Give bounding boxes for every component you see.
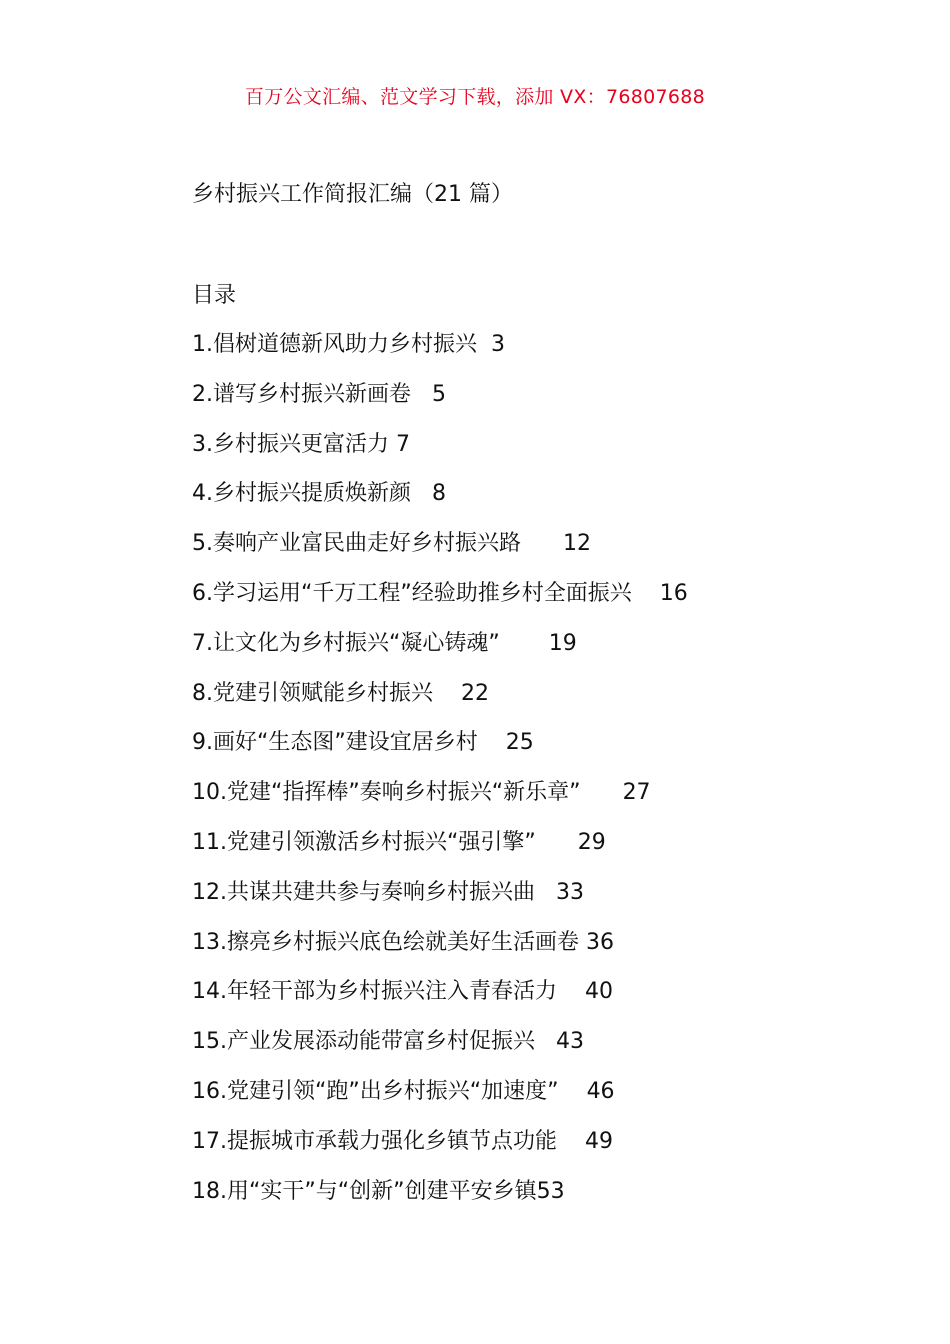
toc-entry-page: 46 — [586, 1078, 615, 1104]
toc-entry-title: 8.党建引领赋能乡村振兴 — [192, 680, 433, 706]
toc-entry-title: 16.党建引领“跑”出乡村振兴“加速度” — [192, 1078, 559, 1104]
toc-entry-page: 7 — [396, 431, 410, 457]
toc-entry-page: 5 — [431, 381, 446, 407]
toc-entry-title: 3.乡村振兴更富活力 — [192, 431, 389, 457]
toc-entry-title: 11.党建引领激活乡村振兴“强引擎” — [192, 829, 536, 855]
toc-entry-title: 5.奏响产业富民曲走好乡村振兴路 — [192, 531, 521, 557]
toc-entry[interactable] — [192, 1027, 688, 1077]
toc-entry-title: 12.共谋共建共参与奏响乡村振兴曲 — [192, 879, 535, 905]
table-of-contents — [192, 330, 688, 1226]
toc-entry-title: 1.倡树道德新风助力乡村振兴 — [192, 332, 477, 357]
toc-entry-title: 18.用“实干”与“创新”创建平安乡镇 — [192, 1178, 537, 1204]
toc-entry[interactable] — [192, 579, 688, 629]
toc-entry[interactable] — [192, 828, 688, 878]
toc-entry-title: 14.年轻干部为乡村振兴注入青春活力 — [192, 979, 557, 1005]
toc-entry[interactable] — [192, 878, 688, 928]
toc-entry-title: 10.党建“指挥棒”奏响乡村振兴“新乐章” — [192, 780, 581, 806]
toc-entry[interactable] — [192, 629, 688, 679]
toc-entry[interactable] — [192, 430, 688, 480]
toc-heading: 目录 — [192, 283, 237, 308]
toc-entry-title: 7.让文化为乡村振兴“凝心铸魂” — [192, 630, 500, 656]
toc-entry-page: 25 — [505, 730, 534, 756]
toc-entry[interactable] — [192, 529, 688, 579]
toc-entry-page: 40 — [584, 979, 613, 1005]
toc-entry[interactable] — [192, 679, 688, 729]
toc-entry-title: 9.画好“生态图”建设宜居乡村 — [192, 730, 478, 756]
toc-entry-title: 2.谱写乡村振兴新画卷 — [192, 381, 411, 407]
toc-entry[interactable] — [192, 380, 688, 430]
toc-entry-page: 33 — [555, 879, 584, 905]
toc-entry[interactable] — [192, 977, 688, 1027]
toc-entry-page: 12 — [562, 531, 591, 557]
ad-banner: 百万公文汇编、范文学习下载，添加 VX：76807688 — [244, 86, 706, 108]
toc-entry[interactable] — [192, 1177, 688, 1227]
toc-entry-page: 27 — [622, 780, 651, 806]
toc-entry-title: 17.提振城市承载力强化乡镇节点功能 — [192, 1128, 557, 1154]
toc-entry[interactable] — [192, 1127, 688, 1177]
toc-entry-page: 53 — [536, 1178, 565, 1204]
document-title: 乡村振兴工作简报汇编（21 篇） — [192, 182, 513, 207]
toc-entry-title: 4.乡村振兴提质焕新颜 — [192, 481, 411, 507]
toc-entry-page: 22 — [460, 680, 489, 706]
toc-entry-page: 3 — [491, 332, 505, 357]
toc-entry[interactable] — [192, 1077, 688, 1127]
toc-entry-page: 19 — [548, 630, 577, 656]
toc-entry-title: 13.擦亮乡村振兴底色绘就美好生活画卷 — [192, 929, 579, 955]
toc-entry[interactable] — [192, 479, 688, 529]
toc-entry-page: 16 — [659, 580, 688, 606]
toc-entry-page: 36 — [586, 929, 614, 955]
toc-entry[interactable] — [192, 330, 688, 380]
toc-entry[interactable] — [192, 728, 688, 778]
toc-entry[interactable] — [192, 778, 688, 828]
toc-entry[interactable] — [192, 928, 688, 978]
toc-entry-page: 49 — [584, 1128, 613, 1154]
toc-entry-page: 29 — [577, 829, 606, 855]
toc-entry-title: 15.产业发展添动能带富乡村促振兴 — [192, 1029, 535, 1055]
toc-entry-title: 6.学习运用“千万工程”经验助推乡村全面振兴 — [192, 580, 632, 606]
toc-entry-page: 43 — [555, 1029, 584, 1055]
toc-entry-page: 8 — [431, 481, 446, 507]
